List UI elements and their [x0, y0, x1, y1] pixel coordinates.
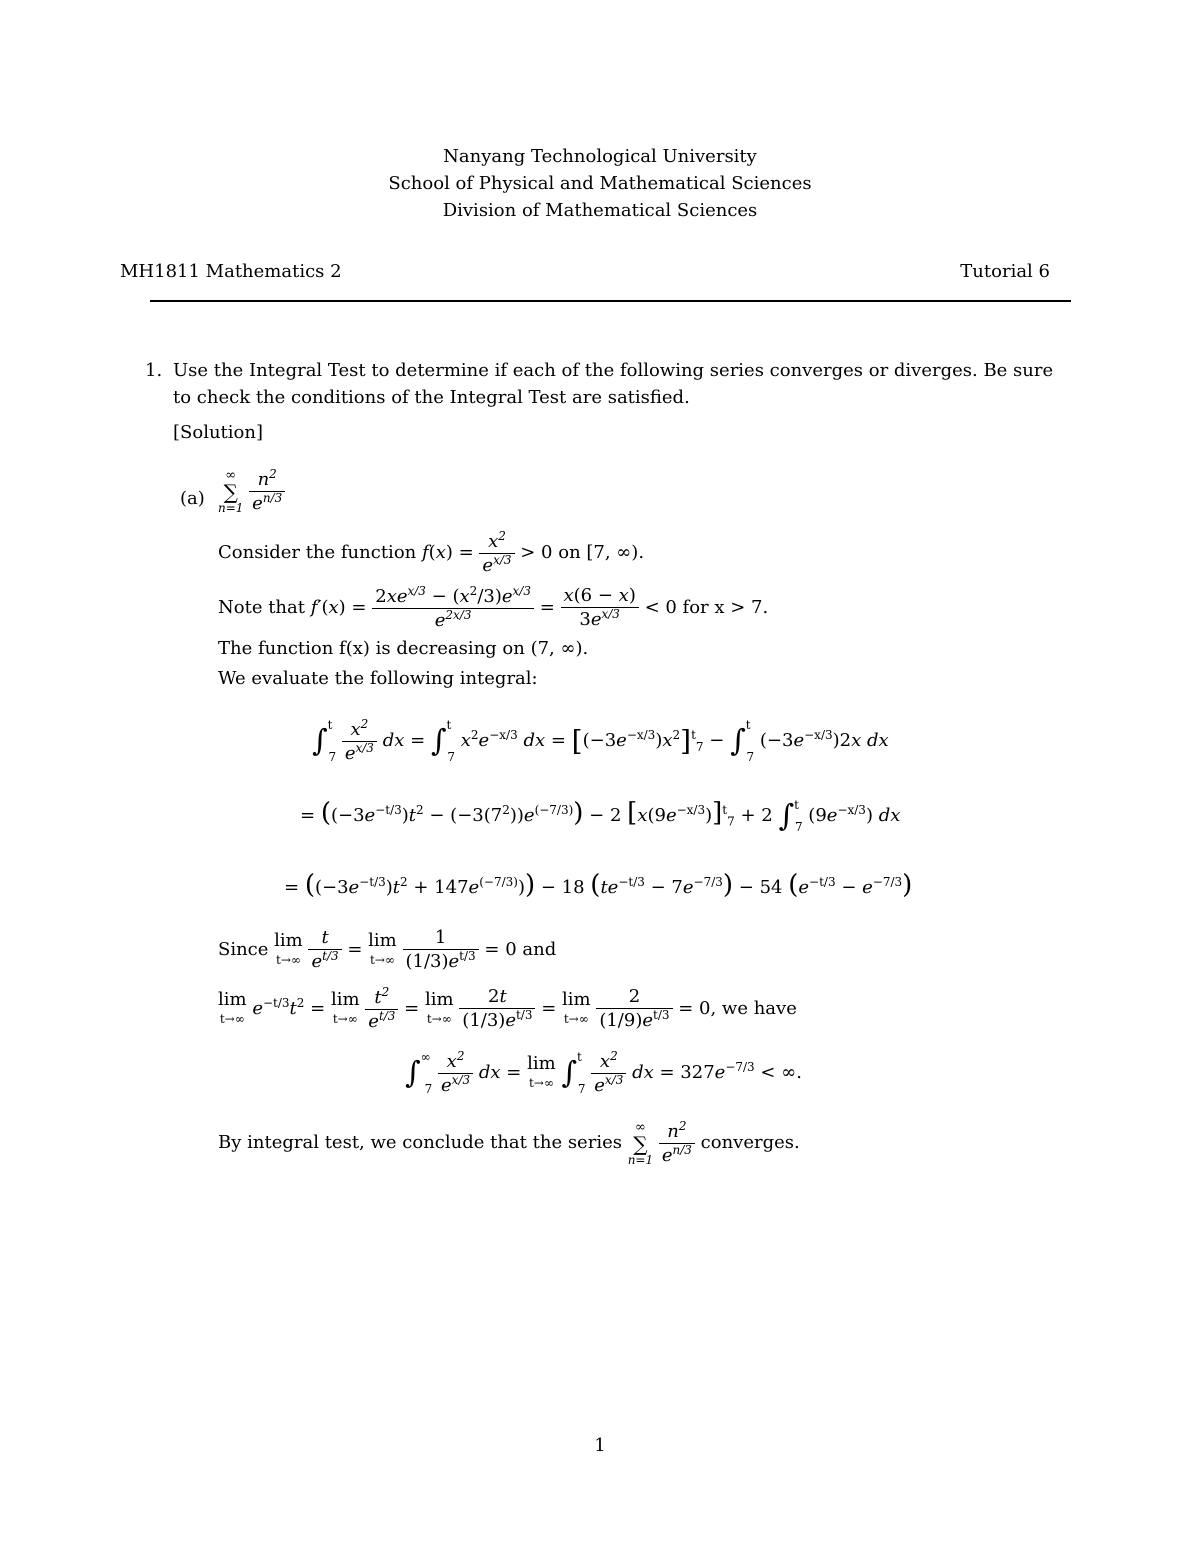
division-name: Division of Mathematical Sciences — [442, 200, 758, 221]
page-number: 1 — [594, 1435, 606, 1456]
conclusion-line: By integral test, we conclude that the series ∞ ∑ n=1 $\frac{n^2}{e^{n/3}}$ converges. — [218, 1119, 800, 1167]
part-a-label: (a) — [180, 488, 205, 509]
evaluate-statement: We evaluate the following integral: — [218, 668, 538, 689]
consider-line: Consider the function f(x) = $\frac{x^2}{e^{x/3}}$ > 0 on [7, ∞). — [218, 529, 645, 576]
question-line-1: Use the Integral Test to determine if each of the following series converges or diverges. Be sure — [173, 360, 1054, 381]
since-suffix: = 0 and — [484, 939, 557, 961]
consider-suffix: > 0 on [7, ∞). — [520, 542, 645, 564]
school-name: School of Physical and Mathematical Sciences — [388, 173, 812, 194]
limit-line-2: lim t→∞ $e^{-t/3}t^2 = \lim$ t→∞ $\frac{t^2}{e^{t/3}}$ = lim t→∞ $\frac{2t}{(1/3)e^{t/3}}$ = lim t→∞ $\frac{2}{(1/9)e^{t/3}}$ = 0, we have — [218, 985, 797, 1032]
derivative-line: Note that f′(x) = $\frac{2xe^{x/3} - (x^2/3)e^{x/3}}{e^{2x/3}}$ = $\frac{x(6 - x)}{3e^{x/3}}$ < 0 for x > 7. — [218, 584, 769, 631]
series-a: ∞ ∑ n=1 $\frac{n^2}{e^{n/3}}$ — [218, 468, 285, 514]
university-name: Nanyang Technological University — [443, 146, 757, 167]
header-rule — [150, 300, 1071, 302]
integral-line-3: = $((-3e^{-t/3})t^2 + 147e^{(-7/3)})) - 18$ $(te^{-t/3} - 7e^{-7/3}) - 54$ $(e^{-t/3} - e^{-7/3})$ — [284, 870, 913, 900]
limit-line-1: Since lim t→∞ $\frac{t}{e^{t/3}}$ = lim t→∞ $\frac{1}{(1/3)e^{t/3}}$ = 0 and — [218, 927, 557, 972]
note-suffix: < 0 for x > 7. — [644, 597, 769, 619]
integral-line-1: ∫$^t$7 $\frac{x^2}{e^{x/3}}$ dx = ∫$^t$7 $x^2e^{-x/3}$ dx = $[(-3e^{-x/3})x^2]^t_7 - \int^t7$ $(-3e^{-x/3})2x$ dx — [312, 717, 889, 765]
question-number: 1. — [145, 360, 163, 381]
note-prefix: Note that — [218, 597, 305, 619]
course-title: MH1811 Mathematics 2 — [120, 261, 342, 282]
decreasing-statement: The function f(x) is decreasing on (7, ∞). — [218, 638, 589, 659]
improper-integral: ∫∞7 $\frac{x^2}{e^{x/3}}$ dx = lim t→∞ ∫$^t$7 $\frac{x^2}{e^{x/3}}$ dx = $327e^{-7/3}$ < ∞. — [405, 1049, 802, 1097]
question-line-2: to check the conditions of the Integral Test are satisfied. — [173, 387, 690, 408]
conclusion-prefix: By integral test, we conclude that the series — [218, 1132, 622, 1154]
tutorial-number: Tutorial 6 — [960, 261, 1050, 282]
since-prefix: Since — [218, 939, 269, 961]
solution-label: [Solution] — [173, 422, 263, 443]
consider-prefix: Consider the function — [218, 542, 417, 564]
we-have: = 0, we have — [678, 998, 797, 1020]
integral-line-2: = $((-3e^{-t/3})t^2 - (-3(7^2))e^{(-7/3)}) - 2$ $[x(9e^{-x/3})]^t_7 + 2$ ∫$^t$7 $(9e^{-x/3})$ dx — [300, 798, 901, 834]
conclusion-suffix: converges. — [700, 1132, 800, 1154]
